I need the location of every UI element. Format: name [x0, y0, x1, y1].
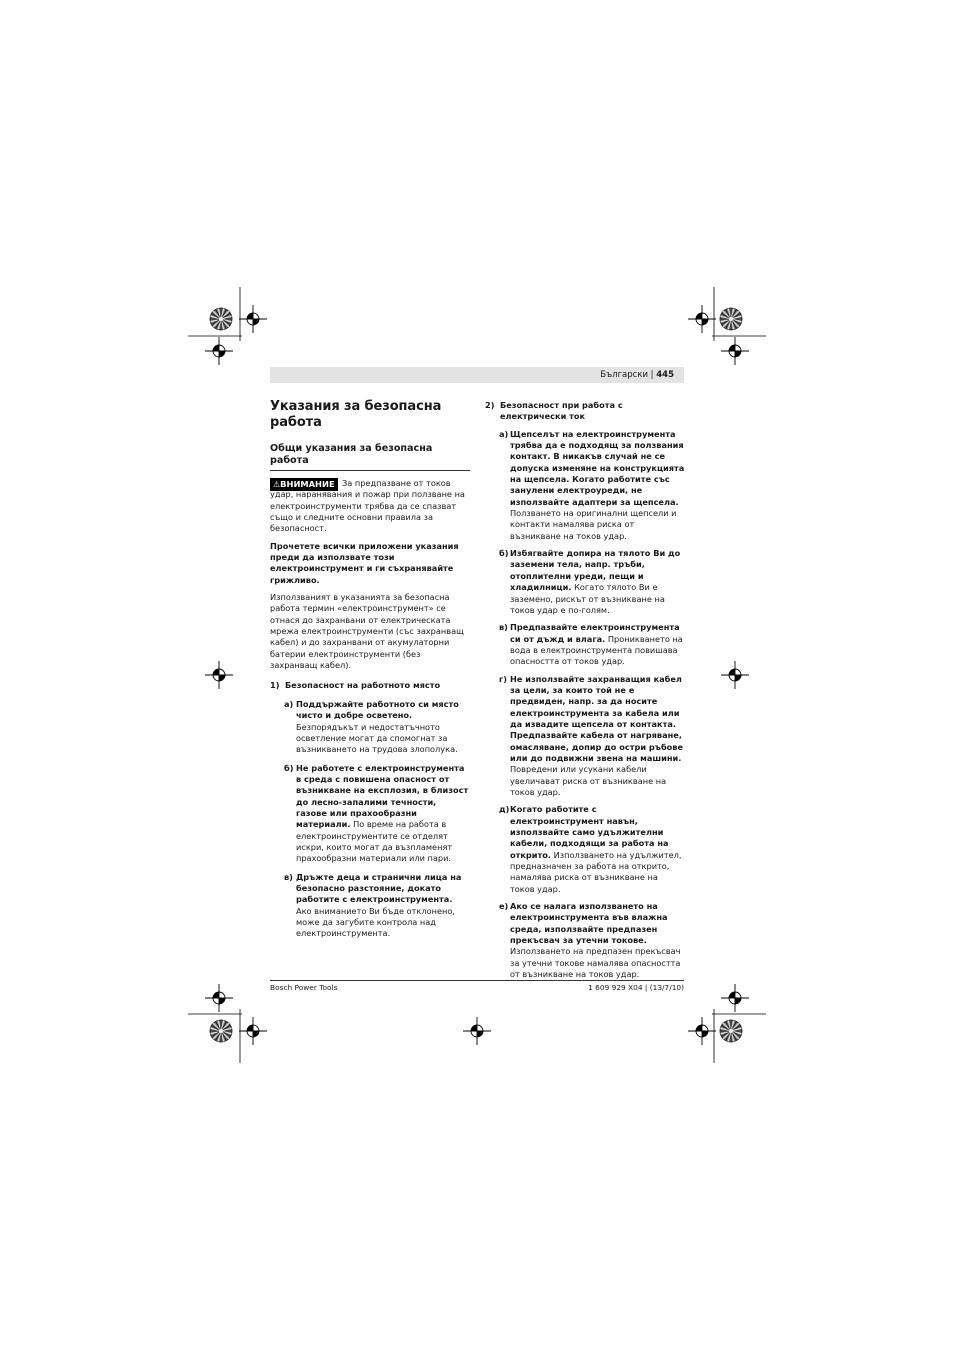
warning-label: ВНИМАНИЕ — [280, 479, 335, 489]
registration-cross-icon — [205, 337, 233, 365]
item-text: Избягвайте допира на тялото Ви до заземени тела, напр. тръби, отоплителни уреди, пещи и хладилници. Когато тялото Ви е заземено, рискът от възникване на токов удар е по-голям. — [510, 548, 681, 615]
item-letter: б) — [284, 762, 294, 773]
footer-doc-id: 1 609 929 X04 | (13/7/10) — [588, 983, 684, 992]
item-text: Не работете с електроинструмента в среда с повишена опасност от възникване на експлозия, в близост до лесно-запалими течности, газове или прахообразни материали. По време на работа в електроинструментите се отделят искри, които могат да възпламенят прахообразни материали или пари. — [296, 762, 469, 864]
term-explanation: Използваният в указанията за безопасна работа термин «електроинструмент» се отнася до захранвани от електрическата мрежа електроинструменти (със захранващ кабел) и до захранвани от акумулаторни батерии електроинструменти (без захранващ кабел). — [270, 592, 464, 671]
section-1-items — [270, 699, 470, 940]
list-item — [499, 901, 685, 980]
item-letter: в) — [284, 871, 293, 882]
item-letter: а) — [284, 698, 294, 709]
registration-cross-icon — [463, 1017, 491, 1045]
list-item — [284, 699, 470, 756]
list-item — [499, 622, 685, 667]
page-header — [270, 367, 684, 383]
registration-cross-icon — [721, 661, 749, 689]
item-letter: а) — [499, 428, 509, 439]
item-text: Когато работите с електроинструмент навън, използвайте само удължителни кабели, подходящи за работа на открито. Използването на удължител, предназначен за работа на открито, намалява риска от възникване на токов удар. — [510, 804, 682, 894]
section-1-heading: 1) Безопасност на работното място — [270, 679, 441, 690]
item-letter: д) — [499, 804, 510, 815]
list-item — [284, 872, 470, 940]
section-2-items — [485, 429, 685, 981]
item-letter: б) — [499, 548, 509, 559]
registration-rosette-icon — [210, 308, 232, 330]
item-text: Щепселът на електроинструмента трябва да е подходящ за ползвания контакт. В никакъв случай не се допуска изменяне на конструкцията на щепсела. Когато работите със занулени електроуреди, не използвайте адаптери за щепсела. Ползването на оригинални щепсели и контакти намалява риска от възникване на токов удар. — [510, 428, 685, 541]
registration-rosette-icon — [720, 308, 742, 330]
item-letter: е) — [499, 901, 509, 912]
section-2-heading: 2) Безопасност при работа с електрически ток — [485, 400, 623, 422]
registration-cross-icon — [688, 305, 716, 333]
page-title: Указания за безопасна работа — [270, 399, 442, 430]
warning-triangle-icon: ⚠ — [273, 480, 281, 489]
registration-cross-icon — [721, 984, 749, 1012]
footer-brand: Bosch Power Tools — [270, 983, 338, 992]
section-heading: Общи указания за безопасна работа — [270, 443, 470, 471]
item-text: Поддържайте работното си място чисто и добре осветено. Безпорядъкът и недостатъчното осветление могат да спомогнат за възникването на трудова злополука. — [296, 698, 459, 755]
registration-cross-icon — [688, 1017, 716, 1045]
registration-cross-icon — [239, 1017, 267, 1045]
item-letter: в) — [499, 622, 508, 633]
registration-cross-icon — [205, 984, 233, 1012]
item-text: Дръжте деца и странични лица на безопасно разстояние, докато работите с електроинструмента. Ако вниманието Ви бъде отклонено, може да загубите контрола над електроинструмента. — [296, 871, 462, 939]
list-item — [284, 763, 470, 865]
right-column — [485, 400, 685, 981]
list-item — [499, 804, 685, 895]
registration-cross-icon — [721, 337, 749, 365]
list-item — [499, 429, 685, 542]
registration-rosette-icon — [210, 1020, 232, 1042]
registration-cross-icon — [205, 661, 233, 689]
list-item — [499, 674, 685, 799]
item-text: Ако се налага използването на електроинструмента във влажна среда, използвайте предпазен прекъсвач за утечни токове. Използването на предпазен прекъсвач за утечни токове намалява опасността от възникване на токов удар. — [510, 901, 681, 980]
item-text: Не използвайте захранващия кабел за цели, за които той не е предвиден, напр. за да носите електроинструмента за кабела или да извадите щепсела от контакта. Предпазвайте кабела от нагряване, омасляване, допир до остри ръбове или до подвижни звена на машини. Повредени или усукани кабели увеличават риска от възникване на токов удар. — [510, 673, 684, 797]
header-text: Български | 445 — [600, 370, 674, 380]
registration-rosette-icon — [720, 1020, 742, 1042]
item-text: Предпазвайте електроинструмента си от дъжд и влага. Проникването на вода в електроинструмента повишава опасността от токов удар. — [510, 622, 683, 667]
left-column — [270, 399, 470, 940]
list-item — [499, 548, 685, 616]
page-footer — [270, 980, 684, 993]
registration-cross-icon — [239, 305, 267, 333]
header-language: Български — [600, 370, 648, 380]
warning-text: За предпазване от токов удар, наранявания и пожар при ползване на електроинструменти трябва да се спазват също и следните основни правила за безопасност. — [270, 478, 465, 534]
item-letter: г) — [499, 673, 508, 684]
page-number: 445 — [656, 370, 674, 380]
read-instructions: Прочетете всички приложени указания преди да използвате този електроинструмент и ги съхранявайте грижливо. — [270, 540, 459, 585]
